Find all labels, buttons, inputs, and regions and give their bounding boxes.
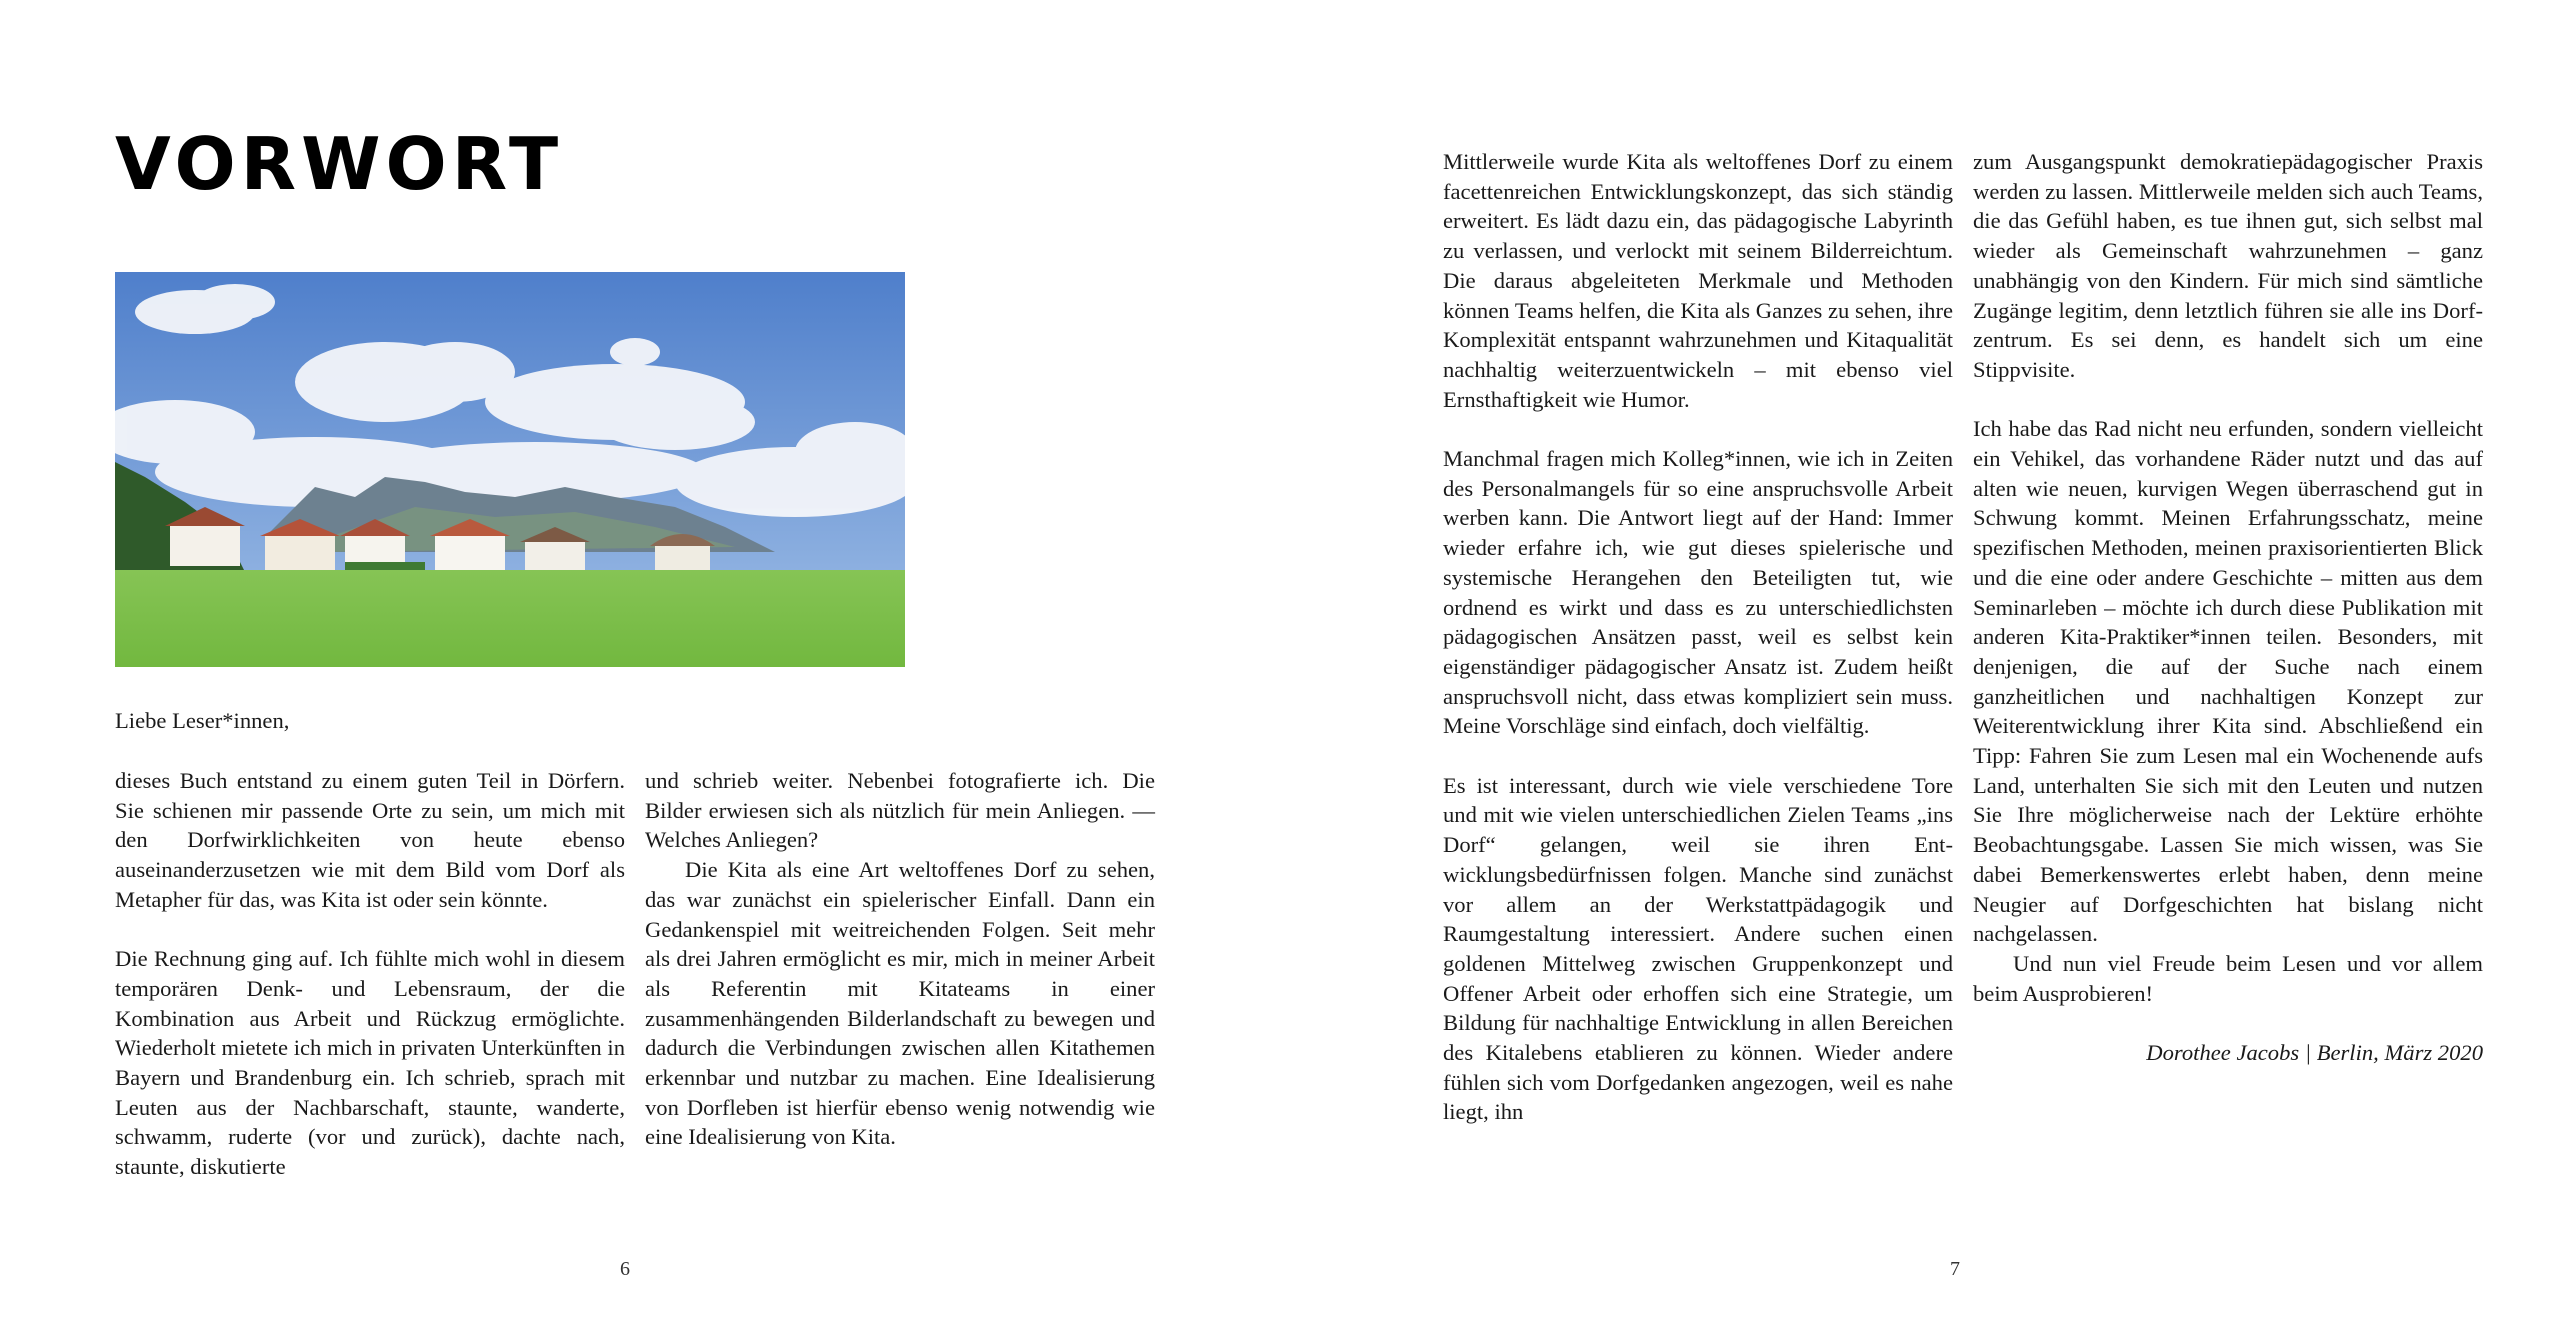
paragraph: Die Kita als eine Art weltoffenes Dorf zu sehen, das war zunächst ein spielerischer Einfall. Dann ein Gedankenspiel mit weitreichenden Folgen. Seit mehr als drei Jahren ermöglicht es mir, mich in meiner Arbeit als Referentin mit Kitateams in einer zusammenhängenden Bilderlandschaft zu bewegen und dadurch die Verbindungen zwischen allen Kitathemen erkennbar und nutzbar zu machen. Eine Idealisierung von Dorfleben ist hierfür ebenso wenig notwendig wie eine Idealisierung von Kita. — [645, 857, 1155, 1150]
paragraph: dieses Buch entstand zu einem guten Teil in Dörfern. Sie schienen mir passende Orte zu sein, um mich mit den Dorfwirklichkeiten von heute ebenso auseinanderzusetzen wie mit dem Bild vom Dorf als Metapher für das, was Kita ist oder sein könnte. — [115, 768, 625, 912]
salutation: Liebe Leser*innen, — [115, 708, 290, 733]
paragraph: Manchmal fragen mich Kolleg*innen, wie ich in Zeiten des Personalmangels für so eine anspruchsvolle Arbeit werben kann. Die Antwort liegt auf der Hand: Immer wieder erfahre ich, wie gut dieses spielerische und systemische Herangehen den Beteiligten tut, wie ordnend es wirkt und dass es zu unterschiedlichsten pädagogischen Ansätzen passt, weil es selbst kein eigenständiger pädagogischer Ansatz ist. Zudem heißt anspruchsvoll nicht, dass etwas kompliziert sein muss. Meine Vorschläge sind einfach, doch vielfältig. — [1443, 446, 1953, 739]
paragraph: Es ist interessant, durch wie viele verschiedene Tore und mit wie vielen unterschiedlichen Zielen Teams „ins Dorf“ gelangen, weil sie ihren Entwicklungsbedürfnissen folgen. Manche sind zunächst vor allem an der Werkstattpädagogik und Raumgestaltung interessiert. Andere suchen einen goldenen Mittelweg zwischen Gruppenkonzept und Offener Arbeit oder erhoffen sich eine Strategie, um Bildung für nachhaltige Entwicklung in allen Bereichen des Kitalebens etablieren zu können. Wieder andere fühlen sich vom Dorfgedanken angezogen, weil es nahe liegt, ihn — [1443, 772, 1953, 1125]
paragraph: Und nun viel Freude beim Lesen und vor allem beim Ausprobieren! — [1973, 950, 2483, 1006]
paragraph: Ich habe das Rad nicht neu erfunden, sondern vielleicht ein Vehikel, das vorhandene Räder nutzt und das auf alten wie neuen, kurvigen Wegen überraschend gut in Schwung kommt. Meinen Erfahrungsschatz, meine spezifischen Methoden, meinen praxisorientierten Blick und die eine oder andere Geschichte – mitten aus dem Seminarleben – möchte ich durch diese Publikation mit anderen Kita-Praktiker*innen teilen. Besonders, mit denjenigen, die auf der Suche nach einem ganzheitlichen und nachhaltigen Konzept zur Weiterentwicklung ihrer Kita sind. Abschließend ein Tipp: Fahren Sie zum Lesen mal ein Wochenende aufs Land, unterhalten Sie sich mit den Leuten und nutzen Sie Ihre möglicherweise nach der Lektüre erhöhte Beobachtungsgabe. Lassen Sie mich wissen, was Sie dabei Bemerkenswertes erlebt haben, denn meine Neugier auf Dorfgeschichten hat bislang nicht nachgelassen. — [1973, 416, 2483, 947]
chapter-title: VORWORT — [115, 122, 564, 206]
right-column-1 — [1443, 147, 1953, 1157]
paragraph: Mittlerweile wurde Kita als weltoffenes Dorf zu einem facettenreichen Entwicklungskonzept, das sich ständig erweitert. Es lädt dazu ein, das pädagogische Labyrinth zu verlassen, und verlockt mit seinem Bilderreichtum. Die daraus abgeleiteten Merkmale und Methoden können Teams helfen, die Kita als Ganzes zu sehen, ihre Komplexität entspannt wahrzunehmen und Kitaqualität nachhaltig weiterzuentwickeln – mit ebenso viel Ernsthaftigkeit wie Humor. — [1443, 149, 1953, 412]
author-signature: Dorothee Jacobs | Berlin, März 2020 — [2146, 1040, 2483, 1066]
paragraph: zum Ausgangspunkt demokratiepädagogischer Praxis werden zu lassen. Mittlerweile melden sich auch Teams, die das Gefühl haben, es tue ihnen gut, sich selbst mal wieder als Gemeinschaft wahrzunehmen – ganz unabhängig von den Kindern. Für mich sind sämtliche Zugänge legitim, denn letztlich führen sie alle ins Dorfzentrum. Es sei denn, es handelt sich um eine Stippvisite. — [1973, 149, 2483, 382]
left-column-1 — [115, 766, 625, 1212]
right-column-2 — [1973, 147, 2483, 1097]
page-number: 7 — [1950, 1258, 1960, 1280]
right-page — [1280, 0, 2560, 1344]
paragraph: und schrieb weiter. Nebenbei fotografierte ich. Die Bilder erwiesen sich als nützlich für mein Anliegen. — Welches Anliegen? — [645, 768, 1155, 853]
page-number: 6 — [620, 1258, 630, 1280]
left-column-2 — [645, 766, 1155, 1182]
meadow — [115, 570, 905, 667]
village-photo — [115, 272, 905, 667]
paragraph: Die Rechnung ging auf. Ich fühlte mich wohl in diesem temporären Denk- und Lebensraum, der die Kombination aus Arbeit und Rückzug ermöglichte. Wiederholt mietete ich mich in privaten Unterkünften in Bayern und Brandenburg ein. Ich schrieb, sprach mit Leuten aus der Nachbarschaft, staunte, wanderte, schwamm, ruderte (vor und zurück), dachte nach, staunte, diskutierte — [115, 946, 625, 1180]
